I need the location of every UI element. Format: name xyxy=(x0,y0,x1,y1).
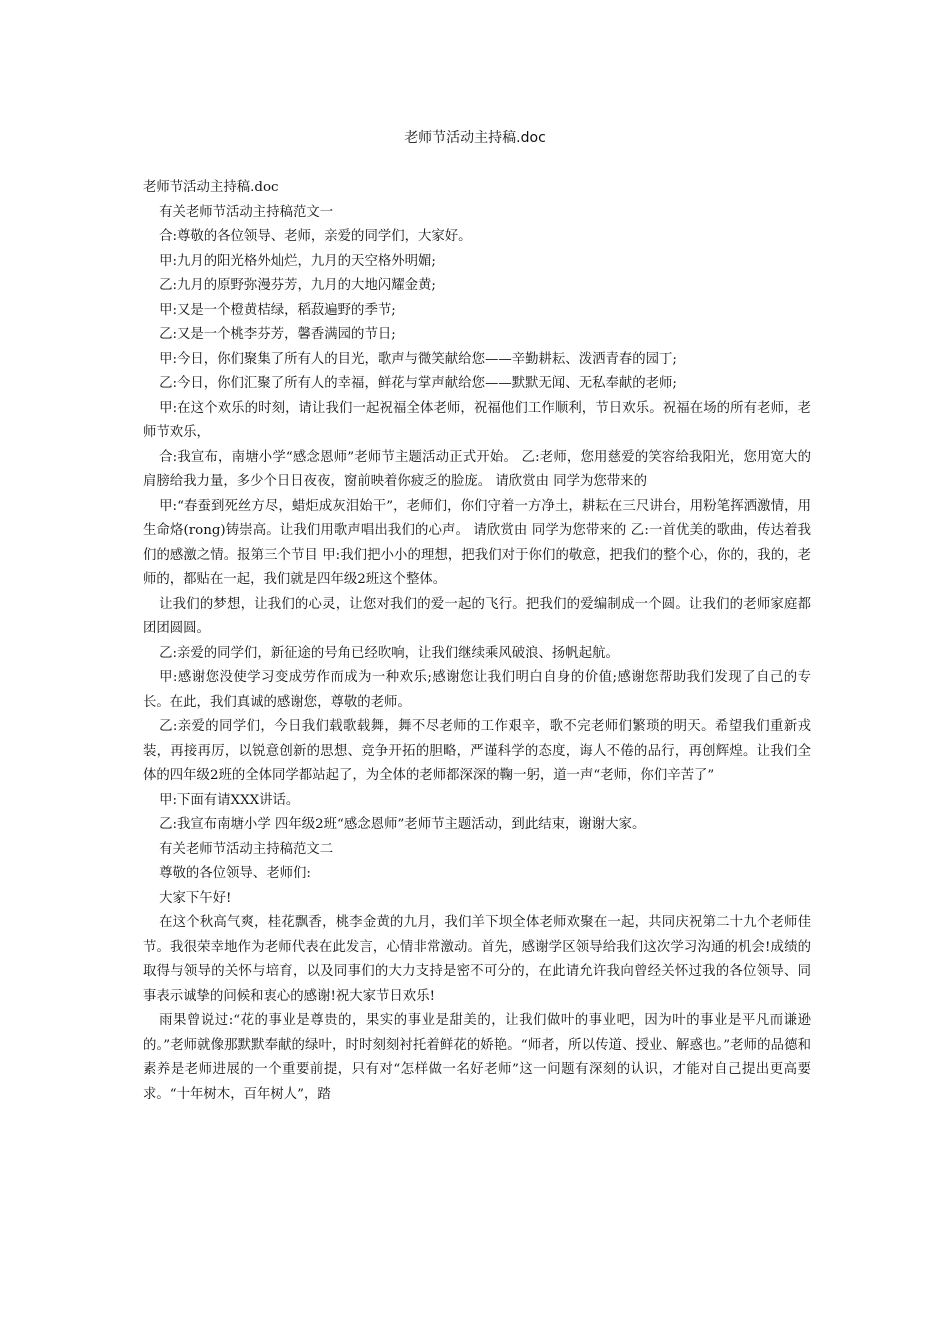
document-body xyxy=(143,176,811,1107)
paragraph: 合:尊敬的各位领导、老师，亲爱的同学们，大家好。 xyxy=(159,229,472,244)
paragraph: 甲:在这个欢乐的时刻，请让我们一起祝福全体老师，祝福他们工作顺利，节日欢乐。祝福在场的所有老师，老师节欢乐， xyxy=(143,400,811,440)
paragraph: 雨果曾说过:“花的事业是尊贵的，果实的事业是甜美的，让我们做叶的事业吧，因为叶的事业是平凡而谦逊的。”老师就像那默默奉献的绿叶，时时刻刻衬托着鲜花的娇艳。“师者，所以传道、授业、解惑也。”老师的品德和素养是老师进展的一个重要前提，只有对“怎样做一名好老师”这一问题有深刻的认识，才能对自己提出更高要求。“十年树木，百年树人”，踏 xyxy=(143,1013,811,1102)
section-heading-one: 有关老师节活动主持稿范文一 xyxy=(159,204,334,220)
section-heading-two: 有关老师节活动主持稿范文二 xyxy=(159,841,334,857)
paragraph: 乙:我宣布南塘小学 四年级2班“感念恩师”老师节主题活动，到此结束，谢谢大家。 xyxy=(159,817,646,832)
paragraph: 甲:又是一个橙黄桔绿，稻菽遍野的季节; xyxy=(159,302,396,318)
paragraph: 甲:下面有请XXX讲话。 xyxy=(159,792,300,808)
paragraph: 大家下午好! xyxy=(159,890,232,906)
paragraph: 让我们的梦想，让我们的心灵，让您对我们的爱一起的飞行。把我们的爱编制成一个圆。让我们的老师家庭都团团圆圆。 xyxy=(143,596,811,636)
paragraph: 乙:九月的原野弥漫芬芳，九月的大地闪耀金黄; xyxy=(159,278,436,293)
paragraph: 甲:九月的阳光格外灿烂，九月的天空格外明媚; xyxy=(159,253,436,269)
paragraph: 甲:今日，你们聚集了所有人的目光，歌声与微笑献给您——辛勤耕耘、泼洒青春的园丁; xyxy=(159,351,677,367)
paragraph: 乙:亲爱的同学们，新征途的号角已经吹响，让我们继续乘风破浪、扬帆起航。 xyxy=(159,645,619,661)
paragraph: 乙:又是一个桃李芬芳，馨香满园的节日; xyxy=(159,327,396,342)
paragraph: 乙:亲爱的同学们，今日我们载歌载舞，舞不尽老师的工作艰辛，歌不完老师们繁琐的明天。希望我们重新戎装，再接再厉，以锐意创新的思想、竞争开拓的胆略，严谨科学的态度，诲人不倦的品行，再创辉煌。让我们全体的四年级2班的全体同学都站起了，为全体的老师都深深的鞠一躬，道一声“老师，你们辛苦了” xyxy=(143,719,811,783)
document-header-title: 老师节活动主持稿.doc xyxy=(404,130,546,146)
paragraph: 在这个秋高气爽，桂花飘香，桃李金黄的九月，我们羊下坝全体老师欢聚在一起，共同庆祝第二十九个老师佳节。我很荣幸地作为老师代表在此发言，心情非常激动。首先，感谢学区领导给我们这次学习沟通的机会!成绩的取得与领导的关怀与培育，以及同事们的大力支持是密不可分的，在此请允许我向曾经关怀过我的各位领导、同事表示诚挚的问候和衷心的感谢!祝大家节日欢乐! xyxy=(143,915,811,1004)
paragraph: 甲:感谢您没使学习变成劳作而成为一种欢乐;感谢您让我们明白自身的价值;感谢您帮助我们发现了自己的专长。在此，我们真诚的感谢您，尊敬的老师。 xyxy=(143,670,811,710)
paragraph: 乙:今日，你们汇聚了所有人的幸福，鲜花与掌声献给您——默默无闻、无私奉献的老师; xyxy=(159,376,677,391)
paragraph: 合:我宣布，南塘小学“感念恩师”老师节主题活动正式开始。 乙:老师，您用慈爱的笑容给我阳光，您用宽大的肩膀给我力量，多少个日日夜夜，窗前映着你疲乏的脸庞。 请欣赏由 同学为您带来的 xyxy=(143,449,811,489)
paragraph: 甲:“春蚕到死丝方尽，蜡炬成灰泪始干”，老师们，你们守着一方净土，耕耘在三尺讲台，用粉笔挥洒激情，用生命烙(rong)铸崇高。让我们用歌声唱出我们的心声。 请欣赏由 同学为您带来的 乙:一首优美的歌曲，传达着我们的感激之情。报第三个节目 甲:我们把小小的理想，把我们对于你们的敬意，把我们的整个心，你的，我的，老师的，都贴在一起，我们就是四年级2班这个整体。 xyxy=(143,498,811,587)
paragraph-doc-title: 老师节活动主持稿.doc xyxy=(143,180,279,195)
paragraph: 尊敬的各位领导、老师们: xyxy=(159,866,311,881)
